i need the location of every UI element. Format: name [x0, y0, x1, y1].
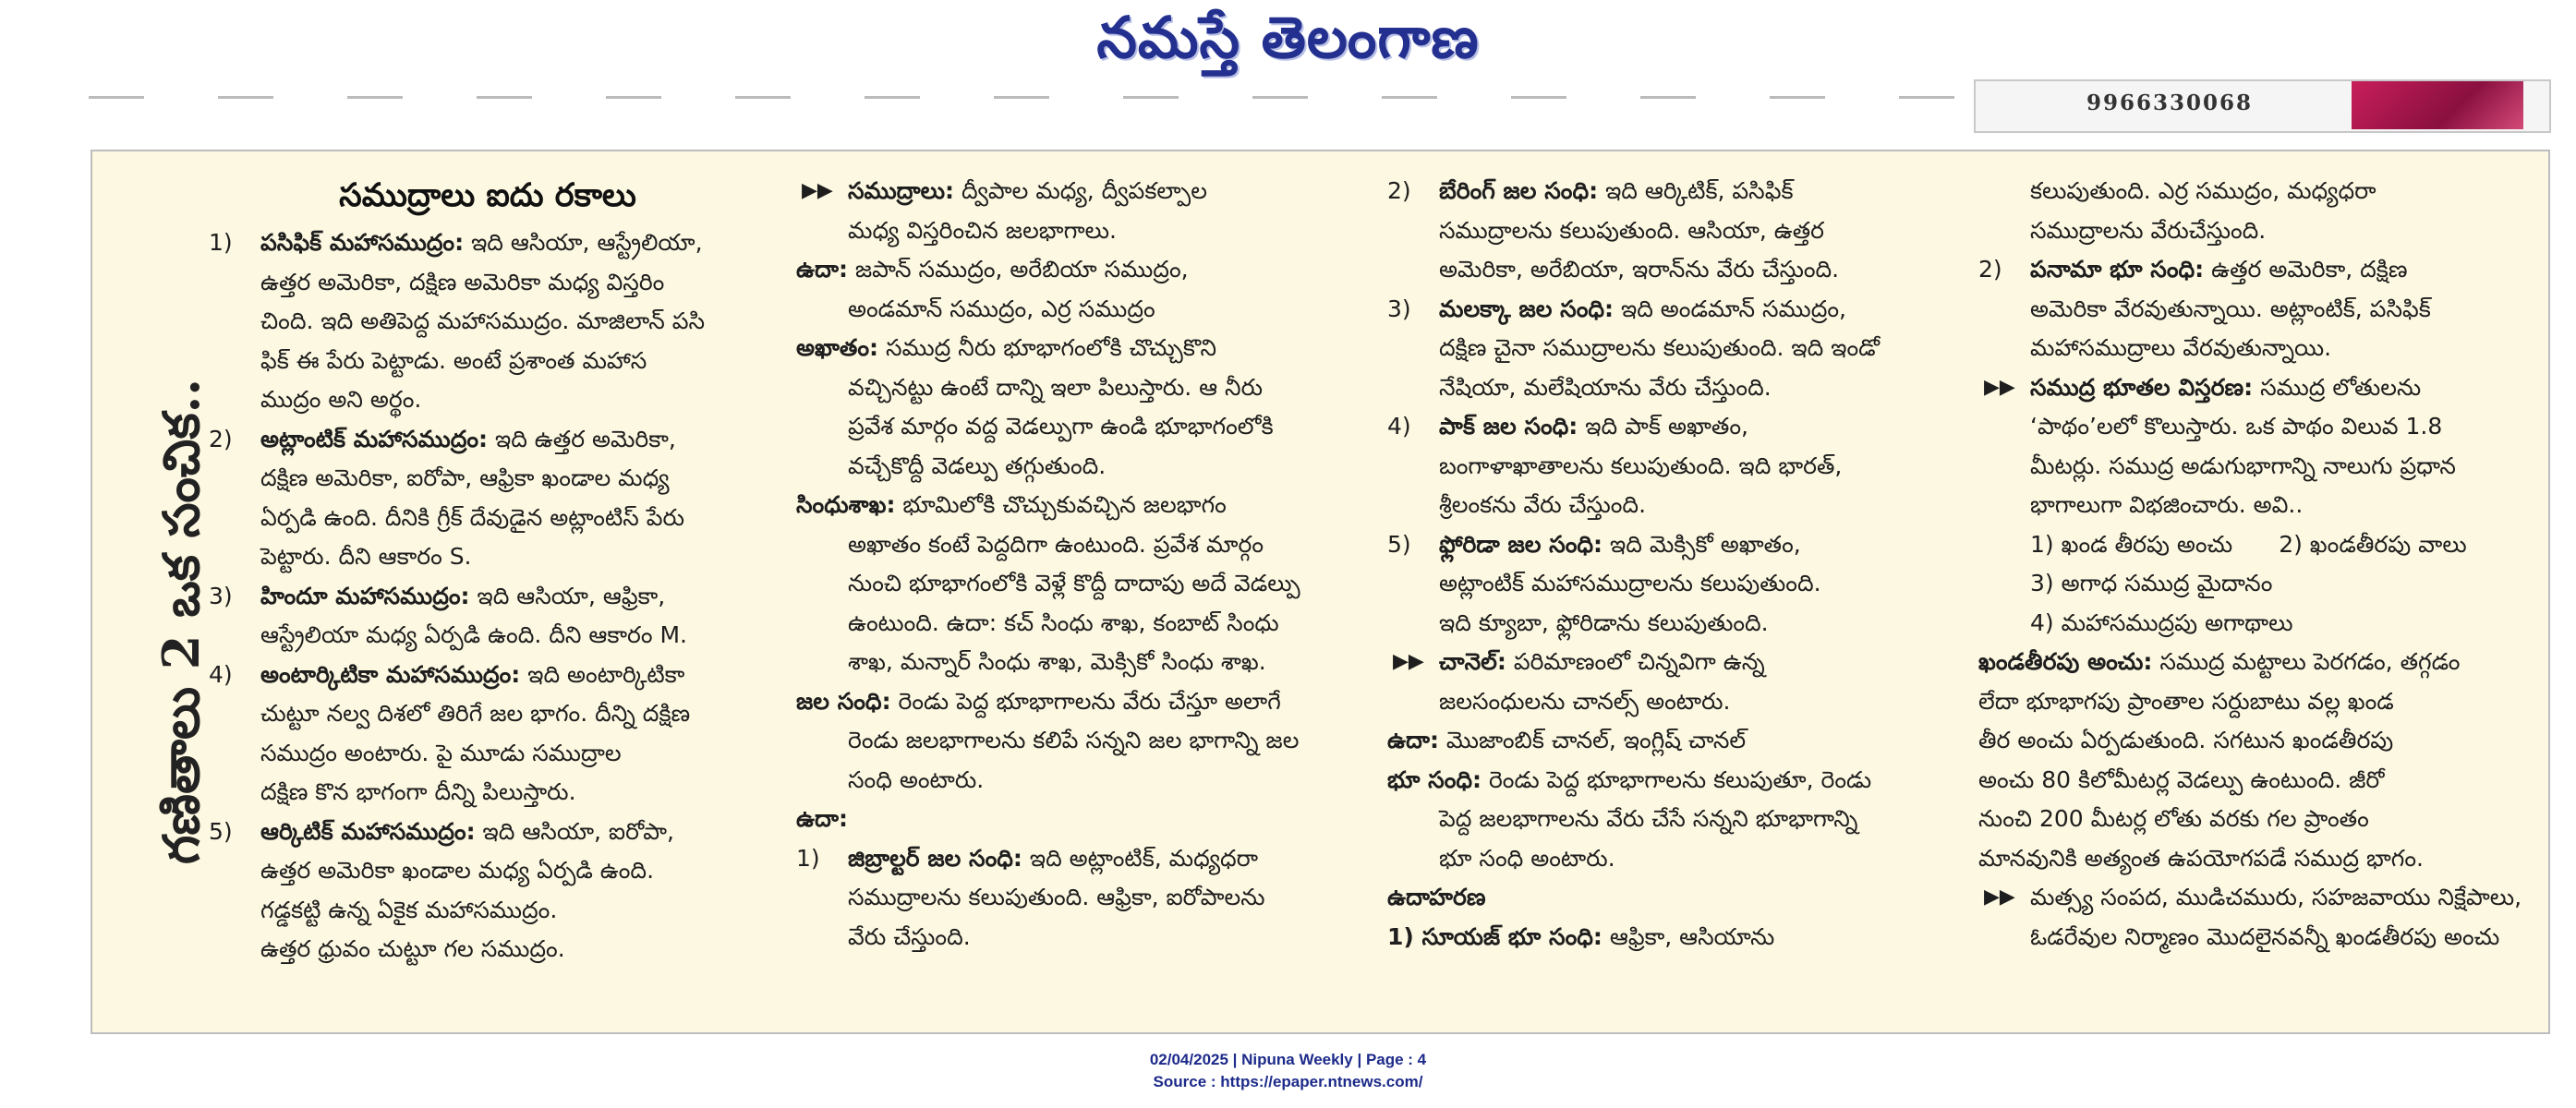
advertisement[interactable]	[1974, 79, 2551, 133]
resources-bullet: ▶▶ మత్స్య సంపద, ముడిచమురు, సహజవాయు నిక్షేపాలు, ఓడరేవుల నిర్మాణం మొదలైనవన్నీ ఖండతీరపు అంచు	[1978, 878, 2538, 957]
double-arrow-icon: ▶▶	[802, 179, 833, 202]
suez-item: 1) సూయజ్ భూ సంధి: ఆఫ్రికా, ఆసియాను	[1387, 922, 1775, 950]
numbered-item: 4) అంటార్కిటికా మహాసముద్రం: ఇది అంటార్కిటికా చుట్టూ నల్వ దిశలో తిరిగే జల భాగం. దీన్ని దక్షిణ సముద్రం అంటారు. పై మూడు సముద్రాల దక్షిణ కొన భాగంగా దీన్ని పిలుస్తారు.	[209, 660, 691, 805]
ocean-parts-list	[1978, 525, 2538, 644]
numbered-item: 2) అట్లాంటిక్ మహాసముద్రం: ఇది ఉత్తర అమెరికా, దక్షిణ అమెరికా, ఐరోపా, ఆఫ్రికా ఖండాల మధ్య ఏర్పడి ఉంది. దీనికి గ్రీక్ దేవుడైన అట్లాంటిస్ పేరు పెట్టారు. దీని ఆకారం S.	[209, 425, 685, 570]
column-2	[796, 172, 1350, 957]
column-1	[209, 172, 767, 970]
numbered-item: 5) ఆర్కిటిక్ మహాసముద్రం: ఇది ఆసియా, ఐరోపా, ఉత్తర అమెరికా ఖండాల మధ్య ఏర్పడి ఉంది. గడ్డకట్టి ఉన్న ఏకైక మహాసముద్రం. ఉత్తర ధ్రువం చుట్టూ గల సముద్రం.	[209, 817, 674, 962]
term-title: సముద్రాలు:	[848, 177, 955, 204]
ad-image	[2352, 81, 2523, 129]
vertical-title: గణితాలు 2 ఒక సంచిక..	[151, 378, 211, 865]
channel-example: ఉదా: మొజాంబిక్ చానల్, ఇంగ్లిష్ చానల్	[1387, 727, 1747, 753]
numbered-item: 4) పాక్ జల సంధి: ఇది పాక్ అఖాతం, బంగాళాఖాతాలను కలుపుతుంది. ఇది భారత్, శ్రీలంకను వేరు చేస్తుంది.	[1387, 413, 1843, 518]
seas-bullet: ▶▶ సముద్రాలు: ద్వీపాల మధ్య, ద్వీపకల్పాల మధ్య విస్తరించిన జలభాగాలు.	[796, 172, 1350, 250]
double-arrow-icon: ▶▶	[1984, 375, 2015, 399]
double-arrow-icon: ▶▶	[1393, 650, 1424, 673]
footer-date-line: 02/04/2025 | Nipuna Weekly | Page : 4	[1149, 1051, 1427, 1068]
examples-heading: ఉదాహరణ	[1387, 884, 1486, 910]
column-4	[1978, 172, 2538, 957]
numbered-item: 3) హిందూ మహాసముద్రం: ఇది ఆసియా, ఆఫ్రికా, ఆస్ట్రేలియా మధ్య ఏర్పడి ఉంది. దీని ఆకారం M.	[209, 582, 687, 648]
column-3	[1387, 172, 1941, 957]
footer-source-link[interactable]: Source : https://epaper.ntnews.com/	[1153, 1073, 1423, 1090]
numbered-item: 5) ఫ్లోరిడా జల సంధి: ఇది మెక్సికో అఖాతం, అట్లాంటిక్ మహాసముద్రాలను కలుపుతుంది. ఇది క్యూబా, ఫ్లోరిడాను కలుపుతుంది.	[1387, 530, 1821, 636]
masthead-logo: నమస్తే తెలంగాణ	[1096, 4, 1480, 71]
ad-phone-number: 9966330068	[2086, 90, 2254, 115]
ocean-relief-bullet: ▶▶ సముద్ర భూతల విస్తరణ: సముద్ర లోతులను ‘పాథం’లలో కొలుస్తారు. ఒక పాథం విలువ 1.8 మీటర్లు. సముద్ర అడుగుభాగాన్ని నాలుగు ప్రధాన భాగాలుగా విభజించారు. అవి..	[1978, 368, 2538, 525]
list-item: 1) ఖండ తీరపు అంచు 2) ఖండతీరపు వాలు	[2030, 530, 2467, 558]
double-arrow-icon: ▶▶	[1984, 885, 2015, 909]
list-item: 4) మహాసముద్రపు అగాథాలు	[2030, 608, 2293, 636]
page-footer	[0, 1049, 2576, 1093]
shelf-paragraph: ఖండతీరపు అంచు: సముద్ర మట్టాలు పెరగడం, తగ్గడం లేదా భూభాగపు ప్రాంతాల సర్దుబాటు వల్ల ఖండ తీర అంచు ఏర్పడుతుంది. సగటున ఖండతీరపు అంచు 80 కిలోమీటర్ల వెడల్పు ఉంటుంది. జీరో నుంచి 200 మీటర్ల లోతు వరకు గల ప్రాంతం మానవునికి అత్యంత ఉపయోగపడే సముద్ర భాగం.	[1978, 648, 2461, 872]
example-label: ఉదా:	[796, 805, 848, 832]
continued-text: కలుపుతుంది. ఎర్ర సముద్రం, మధ్యధరా సముద్రాలను వేరుచేస్తుంది.	[2030, 177, 2376, 244]
isthmus-paragraph: భూ సంధి: రెండు పెద్ద భూభాగాలను కలుపుతూ, రెండు పెద్ద జలభాగాలను వేరు చేసే సన్నని భూభాగాన్ని భూ సంధి అంటారు.	[1387, 765, 1872, 872]
example-paragraph: ఉదా: జపాన్ సముద్రం, అరేబియా సముద్రం, అండమాన్ సముద్రం, ఎర్ర సముద్రం	[796, 256, 1189, 322]
bay-paragraph: అఖాతం: సముద్ర నీరు భూభాగంలోకి చొచ్చుకొని వచ్చినట్టు ఉంటే దాన్ని ఇలా పిలుస్తారు. ఆ నీరు ప్రవేశ మార్గం వద్ద వెడల్పుగా ఉండి భూభాగంలోకి వచ్చేకొద్దీ వెడల్పు తగ్గుతుంది.	[796, 334, 1274, 479]
cropped-previous-article	[89, 96, 1964, 99]
channel-bullet: ▶▶ చానెల్: పరిమాణంలో చిన్నవిగా ఉన్న జలసంధులను చానల్స్ అంటారు.	[1387, 643, 1941, 721]
gibraltar-item: 1) జిబ్రాల్టర్ జల సంధి: ఇది అట్లాంటిక్, మధ్యధరా సముద్రాలను కలుపుతుంది. ఆఫ్రికా, ఐరోపాలను వేరు చేస్తుంది.	[796, 844, 1265, 950]
panama-item: 2) పనామా భూ సంధి: ఉత్తర అమెరికా, దక్షిణ అమెరికా వేరవుతున్నాయి. అట్లాంటిక్, పసిఫిక్ మహాసముద్రాలు వేరవుతున్నాయి.	[1978, 256, 2431, 361]
numbered-item: 1) పసిఫిక్ మహాసముద్రం: ఇది ఆసియా, ఆస్ట్రేలియా, ఉత్తర అమెరికా, దక్షిణ అమెరికా మధ్య విస్తరిం చింది. ఇది అతిపెద్ద మహాసముద్రం. మాజిలాన్ పసి ఫిక్ ఈ పేరు పెట్టాడు. అంటే ప్రశాంత మహాస ముద్రం అని అర్థం.	[209, 229, 706, 413]
section-heading: సముద్రాలు ఐదు రకాలు	[339, 176, 636, 214]
gulf-paragraph: సింధుశాఖ: భూమిలోకి చొచ్చుకువచ్చిన జలభాగం అఖాతం కంటే పెద్దదిగా ఉంటుంది. ప్రవేశ మార్గం నుంచి భూభాగంలోకి వెళ్లే కొద్దీ దాదాపు అదే వెడల్పు ఉంటుంది. ఉదా: కచ్ సింధు శాఖ, కంబాట్ సింధు శాఖ, మన్నార్ సింధు శాఖ, మెక్సికో సింధు శాఖ.	[796, 491, 1300, 675]
numbered-item: 2) బేరింగ్ జల సంధి: ఇది ఆర్కిటిక్, పసిఫిక్ సముద్రాలను కలుపుతుంది. ఆసియా, ఉత్తర అమెరికా, అరేబియా, ఇరాన్‌ను వేరు చేస్తుంది.	[1387, 177, 1840, 283]
strait-paragraph: జల సంధి: రెండు పెద్ద భూభాగాలను వేరు చేస్తూ అలాగే రెండు జలభాగాలను కలిపే సన్నని జల భాగాన్ని జల సంధి అంటారు.	[796, 687, 1300, 793]
list-item: 3) అగాధ సముద్ర మైదానం	[2030, 570, 2273, 596]
numbered-item: 3) మలక్కా జల సంధి: ఇది అండమాన్ సముద్రం, దక్షిణ చైనా సముద్రాలను కలుపుతుంది. ఇది ఇండో నేషియా, మలేషియాను వేరు చేస్తుంది.	[1387, 295, 1881, 401]
